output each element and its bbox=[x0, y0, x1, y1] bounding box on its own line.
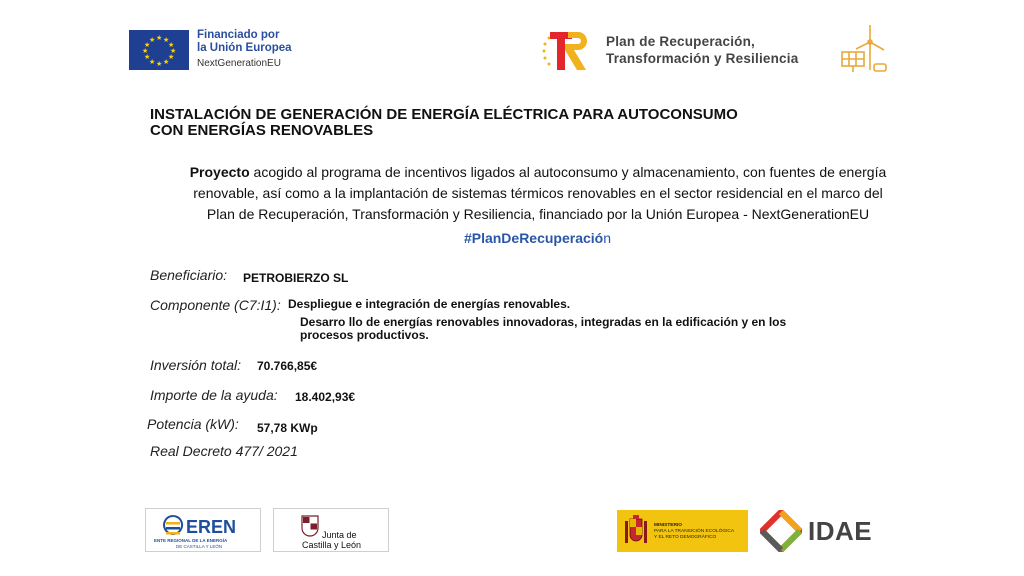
project-description bbox=[130, 162, 946, 225]
eu-funding-logo bbox=[129, 29, 292, 70]
intro-line1: acogido al programa de incentivos ligados al autoconsumo y almacenamiento, con fuentes de energía bbox=[249, 164, 887, 180]
intro-line3: Plan de Recuperación, Transformación y Resiliencia, financiado por la Unión Europea - NextGenerationEU bbox=[206, 206, 870, 222]
beneficiario-value: PETROBIERZO SL bbox=[243, 271, 349, 285]
eren-logo bbox=[145, 508, 261, 552]
spain-coat-of-arms-icon bbox=[623, 515, 649, 547]
beneficiario-label: Beneficiario: bbox=[150, 267, 228, 283]
eren-emblem-icon bbox=[162, 514, 184, 540]
prtr-line2: Transformación y Resiliencia bbox=[606, 51, 799, 66]
potencia-label: Potencia (kW): bbox=[147, 416, 239, 432]
real-decreto: Real Decreto 477/ 2021 bbox=[150, 443, 298, 459]
prtr-tr-icon bbox=[540, 28, 596, 72]
idae-name: IDAE bbox=[808, 515, 873, 546]
ministry-logo bbox=[617, 510, 748, 552]
eren-subtitle: ENTE REGIONAL DE LA ENERGÍA bbox=[154, 538, 228, 543]
page-title bbox=[150, 107, 910, 139]
potencia-value: 57,78 KWp bbox=[257, 421, 318, 435]
ministry-line3: Y EL RETO DEMOGRÁFICO bbox=[654, 535, 717, 540]
importe-label: Importe de la ayuda: bbox=[150, 387, 278, 403]
idae-logo bbox=[760, 510, 872, 552]
idae-emblem-icon bbox=[760, 510, 802, 552]
eu-flag-icon: ★ ★ ★ ★ ★ ★ ★ ★ ★ ★ ★ ★ bbox=[129, 30, 189, 70]
prtr-line1: Plan de Recuperación, bbox=[606, 34, 755, 49]
coat-of-arms-icon bbox=[301, 515, 319, 537]
eren-name: EREN bbox=[186, 517, 237, 537]
ministry-line1: MINISTERIO bbox=[654, 523, 682, 528]
jcyl-line1: Junta de bbox=[322, 530, 357, 540]
hashtag bbox=[0, 230, 1024, 246]
componente-label: Componente (C7:I1): bbox=[150, 297, 281, 313]
jcyl-line2: Castilla y León bbox=[302, 540, 362, 550]
intro-line2: renovable, así como a la implantación de sistemas térmicos renovables en el sector residencial en el marco del bbox=[193, 185, 883, 201]
inversion-label: Inversión total: bbox=[150, 357, 242, 373]
eren-subtitle-2: DE CASTILLA Y LEÓN bbox=[176, 544, 223, 549]
prtr-logo bbox=[540, 28, 798, 72]
wind-solar-energy-icon bbox=[836, 22, 890, 81]
inversion-value: 70.766,85€ bbox=[257, 359, 318, 373]
componente-value-1: Despliegue e integración de energías renovables. bbox=[288, 297, 571, 311]
title-line1: INSTALACIÓN DE GENERACIÓN DE ENERGÍA ELÉCTRICA PARA AUTOCONSUMO bbox=[150, 106, 738, 123]
eu-logo-line2: la Unión Europea bbox=[197, 42, 292, 54]
ministry-line2: PARA LA TRANSICIÓN ECOLÓGICA bbox=[654, 529, 735, 534]
hashtag-bold: #PlanDeRecuperació bbox=[463, 230, 604, 246]
importe-value: 18.402,93€ bbox=[295, 390, 356, 404]
eu-logo-line1: Financiado por bbox=[197, 29, 280, 41]
title-line2: CON ENERGÍAS RENOVABLES bbox=[150, 122, 374, 139]
componente-value-2: Desarro llo de energías renovables innovadoras, integradas en la edificación y en los bbox=[300, 315, 787, 329]
eu-logo-line3: NextGenerationEU bbox=[197, 58, 281, 69]
hashtag-rest: n bbox=[603, 230, 612, 246]
componente-value-3: procesos productivos. bbox=[300, 328, 429, 342]
junta-castilla-leon-logo bbox=[273, 508, 389, 552]
intro-bold: Proyecto bbox=[189, 164, 250, 180]
